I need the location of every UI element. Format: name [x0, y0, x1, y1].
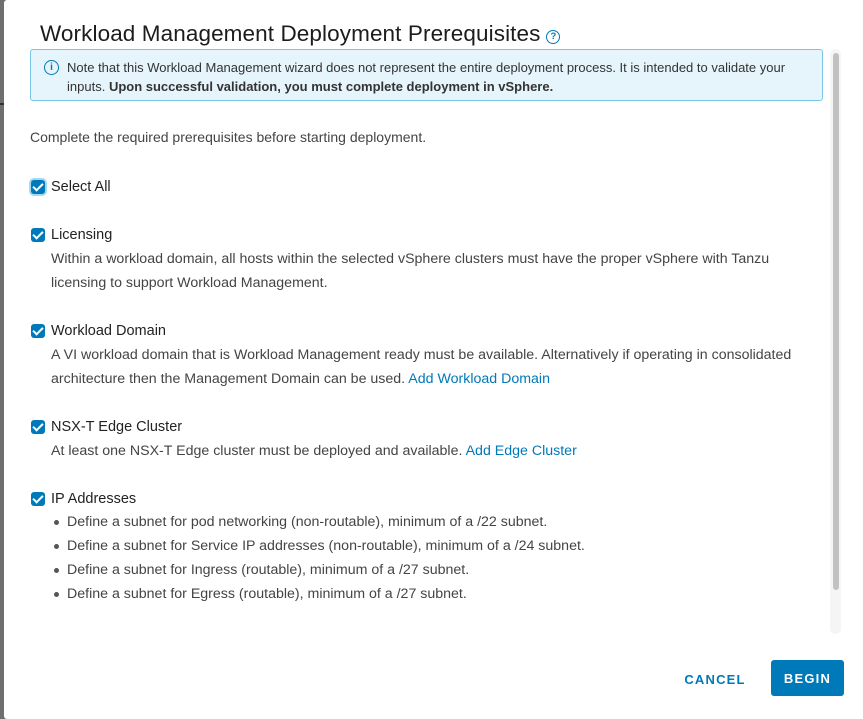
alert-text: [67, 58, 817, 96]
intro-text: Complete the required prerequisites before starting deployment.: [30, 129, 427, 145]
alert-bold-message: Upon successful validation, you must complete deployment in vSphere.: [108, 79, 554, 94]
list-item: Define a subnet for Ingress (routable), minimum of a /27 subnet.: [51, 558, 585, 582]
nsx-edge-cluster-description: [51, 439, 826, 463]
alert-message: Note that this Workload Management wizard does not represent the entire deployment process. It is intended to validate your inputs.: [67, 60, 786, 94]
nsx-edge-cluster-checkbox[interactable]: [31, 420, 45, 434]
add-edge-cluster-link[interactable]: Add Edge Cluster: [465, 443, 577, 459]
nsx-edge-cluster-label: NSX-T Edge Cluster: [51, 419, 183, 435]
licensing-checkbox[interactable]: [31, 228, 45, 242]
licensing-description: Within a workload domain, all hosts within the selected vSphere clusters must have the proper vSphere with Tanzu licensing to support Workload Management.: [51, 251, 770, 291]
footer-divider: [4, 634, 863, 635]
ip-addresses-list: [51, 510, 585, 606]
select-all-label: Select All: [51, 179, 111, 195]
list-item: Define a subnet for pod networking (non-routable), minimum of a /22 subnet.: [51, 510, 585, 534]
nsx-edge-cluster-description-text: At least one NSX-T Edge cluster must be deployed and available.: [51, 443, 463, 459]
cancel-button[interactable]: CANCEL: [682, 662, 748, 696]
info-alert: [30, 49, 823, 101]
info-circle-icon: i: [44, 60, 59, 75]
prerequisites-scroll-area: [4, 112, 863, 634]
dialog-title: [40, 21, 560, 47]
select-all-checkbox[interactable]: [31, 180, 45, 194]
add-workload-domain-link[interactable]: Add Workload Domain: [408, 371, 550, 387]
workload-domain-checkbox[interactable]: [31, 324, 45, 338]
workload-domain-label: Workload Domain: [51, 323, 166, 339]
ip-addresses-label: IP Addresses: [51, 491, 137, 507]
question-circle-icon[interactable]: ?: [546, 30, 560, 44]
list-item: Define a subnet for Egress (routable), minimum of a /27 subnet.: [51, 582, 585, 606]
ip-addresses-checkbox[interactable]: [31, 492, 45, 506]
workload-domain-description: [51, 343, 826, 391]
begin-button[interactable]: BEGIN: [771, 660, 844, 696]
list-item: Define a subnet for Service IP addresses (non-routable), minimum of a /24 subnet.: [51, 534, 585, 558]
prerequisites-dialog: [4, 0, 863, 719]
workload-domain-description-text: A VI workload domain that is Workload Management ready must be available. Alternatively if operating in consolidated architecture then the Management Domain can be used.: [51, 347, 792, 387]
dialog-title-text: Workload Management Deployment Prerequisites: [40, 21, 541, 46]
licensing-label: Licensing: [51, 227, 113, 243]
